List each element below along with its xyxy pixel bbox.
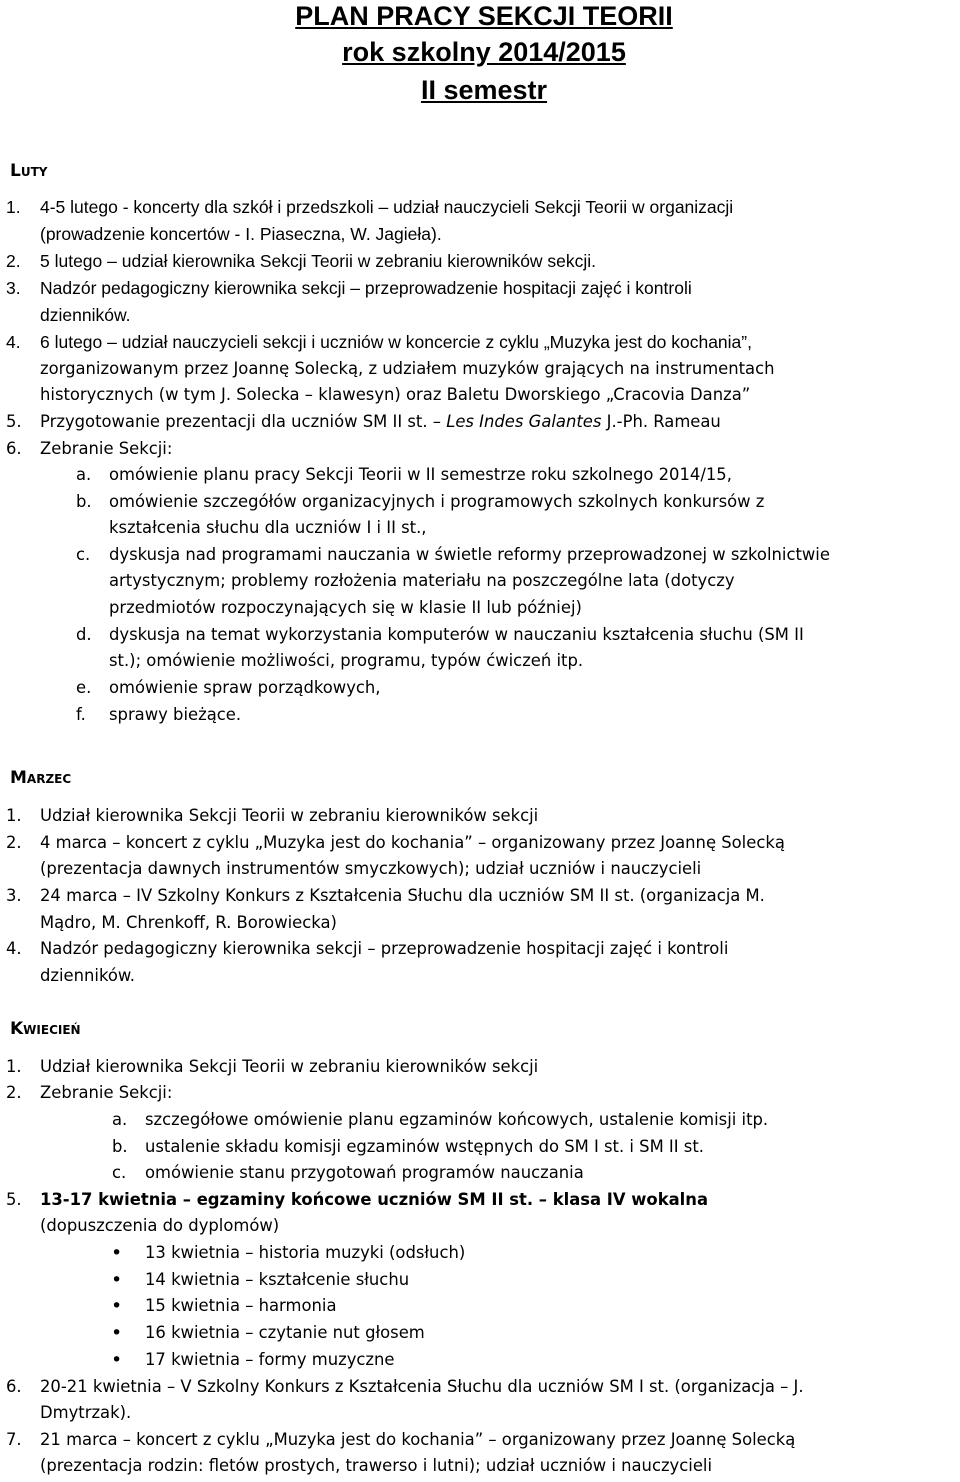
item-text-pre: Przygotowanie prezentacji dla uczniów SM II st. –: [40, 412, 447, 431]
section-heading-kwiecien: Kwiecień: [10, 1019, 81, 1039]
sub-item-letter: c.: [76, 545, 91, 564]
item-number: 5.: [6, 1190, 22, 1209]
item-text: (prowadzenie koncertów - I. Piaseczna, W. Jagieła).: [40, 224, 442, 244]
item-text-title: Les Indes Galantes: [446, 412, 602, 431]
item-number: 2.: [6, 251, 21, 271]
item-text: (prezentacja dawnych instrumentów smyczkowych); udział uczniów i nauczycieli: [40, 859, 702, 878]
item-text: 21 marca – koncert z cyklu „Muzyka jest do kochania” – organizowany przez Joannę Solecką: [40, 1430, 796, 1449]
item-number: 4.: [6, 939, 22, 958]
item-text: [40, 409, 721, 436]
section-heading-luty: Luty: [10, 161, 48, 181]
title-line-2: rok szkolny 2014/2015: [342, 37, 626, 67]
bullet-text: 14 kwietnia – kształcenie słuchu: [145, 1270, 410, 1289]
item-number: 1.: [6, 197, 21, 217]
item-text: 4-5 lutego - koncerty dla szkół i przedszkoli – udział nauczycieli Sekcji Teorii w organizacji: [40, 197, 734, 217]
sub-item-letter: c.: [112, 1163, 127, 1182]
sub-item-text: ustalenie składu komisji egzaminów wstępnych do SM I st. i SM II st.: [145, 1137, 704, 1156]
bullet-text: 17 kwietnia – formy muzyczne: [145, 1350, 395, 1369]
item-text: dzienników.: [40, 305, 131, 325]
item-number: 7.: [6, 1430, 22, 1449]
item-text: zorganizowanym przez Joannę Solecką, z udziałem muzyków grających na instrumentach: [40, 359, 775, 378]
item-number: 3.: [6, 278, 21, 298]
item-text: Udział kierownika Sekcji Teorii w zebraniu kierowników sekcji: [40, 1057, 539, 1076]
sub-item-text: przedmiotów rozpoczynających się w klasie II lub później): [109, 598, 582, 617]
sub-item-text: omówienie spraw porządkowych,: [109, 678, 381, 697]
sub-item-letter: e.: [76, 678, 92, 697]
title-line-3: II semestr: [420, 75, 548, 105]
item-number: 2.: [6, 833, 22, 852]
item-text: (dopuszczenia do dyplomów): [40, 1216, 280, 1235]
item-text-post: J.-Ph. Rameau: [601, 412, 721, 431]
sub-item-text: omówienie stanu przygotowań programów nauczania: [145, 1163, 584, 1182]
sub-item-letter: b.: [112, 1137, 128, 1156]
bullet-icon: •: [111, 1349, 123, 1371]
section-heading-marzec: Marzec: [10, 768, 72, 788]
item-text: Zebranie Sekcji:: [40, 1083, 173, 1102]
item-number: 2.: [6, 1083, 22, 1102]
sub-item-letter: d.: [76, 625, 92, 644]
item-number: 6.: [6, 439, 22, 458]
sub-item-letter: b.: [76, 492, 92, 511]
bullet-text: 13 kwietnia – historia muzyki (odsłuch): [145, 1243, 466, 1262]
bullet-text: 16 kwietnia – czytanie nut głosem: [145, 1323, 425, 1342]
sub-item-text: omówienie planu pracy Sekcji Teorii w II semestrze roku szkolnego 2014/15,: [109, 465, 732, 484]
item-text: 20-21 kwietnia – V Szkolny Konkurs z Kształcenia Słuchu dla uczniów SM I st. (organizacja – J.: [40, 1377, 804, 1396]
sub-item-text: dyskusja na temat wykorzystania komputerów w nauczaniu kształcenia słuchu (SM II: [109, 625, 804, 644]
sub-item-text: kształcenia słuchu dla uczniów I i II st.,: [109, 518, 427, 537]
sub-item-text: szczegółowe omówienie planu egzaminów końcowych, ustalenie komisji itp.: [145, 1110, 769, 1129]
item-number: 4.: [6, 332, 21, 352]
item-text: Nadzór pedagogiczny kierownika sekcji – przeprowadzenie hospitacji zajęć i kontroli: [40, 939, 729, 958]
sub-item-text: artystycznym; problemy rozłożenia materiału na poszczególne lata (dotyczy: [109, 571, 735, 590]
sub-item-text: dyskusja nad programami nauczania w świetle reformy przeprowadzonej w szkolnictwie: [109, 545, 830, 564]
item-text: Dmytrzak).: [40, 1403, 132, 1422]
bullet-icon: •: [111, 1242, 123, 1264]
bullet-icon: •: [111, 1295, 123, 1317]
item-text: 24 marca – IV Szkolny Konkurs z Kształcenia Słuchu dla uczniów SM II st. (organizacja M.: [40, 886, 765, 905]
bullet-icon: •: [111, 1322, 123, 1344]
item-text: 4 marca – koncert z cyklu „Muzyka jest do kochania” – organizowany przez Joannę Solecką: [40, 833, 785, 852]
item-text: (prezentacja rodzin: fletów prostych, trawerso i lutni); udział uczniów i nauczycieli: [40, 1456, 713, 1475]
sub-item-text: sprawy bieżące.: [109, 705, 242, 724]
item-number: 1.: [6, 1057, 22, 1076]
sub-item-text: st.); omówienie możliwości, programu, typów ćwiczeń itp.: [109, 651, 584, 670]
bullet-text: 15 kwietnia – harmonia: [145, 1296, 337, 1315]
item-text: Nadzór pedagogiczny kierownika sekcji – przeprowadzenie hospitacji zajęć i kontroli: [40, 278, 692, 298]
sub-item-letter: a.: [76, 465, 92, 484]
item-text: Zebranie Sekcji:: [40, 439, 173, 458]
item-text: 6 lutego – udział nauczycieli sekcji i uczniów w koncercie z cyklu „Muzyka jest do kochania”,: [40, 332, 752, 352]
item-number: 1.: [6, 806, 22, 825]
item-text: 13-17 kwietnia – egzaminy końcowe uczniów SM II st. – klasa IV wokalna: [40, 1190, 709, 1209]
item-text: historycznych (w tym J. Solecka – klawesyn) oraz Baletu Dworskiego „Cracovia Danza”: [40, 385, 751, 404]
item-text: Udział kierownika Sekcji Teorii w zebraniu kierowników sekcji: [40, 806, 539, 825]
item-number: 3.: [6, 886, 22, 905]
title-line-1: PLAN PRACY SEKCJI TEORII: [295, 1, 673, 31]
sub-item-text: omówienie szczegółów organizacyjnych i programowych szkolnych konkursów z: [109, 492, 765, 511]
item-text: dzienników.: [40, 966, 136, 985]
item-number: 5.: [6, 412, 22, 431]
sub-item-letter: f.: [76, 705, 86, 724]
sub-item-letter: a.: [112, 1110, 128, 1129]
item-text: Mądro, M. Chrenkoff, R. Borowiecka): [40, 913, 337, 932]
item-text: 5 lutego – udział kierownika Sekcji Teorii w zebraniu kierowników sekcji.: [40, 251, 597, 271]
item-number: 6.: [6, 1377, 22, 1396]
bullet-icon: •: [111, 1269, 123, 1291]
